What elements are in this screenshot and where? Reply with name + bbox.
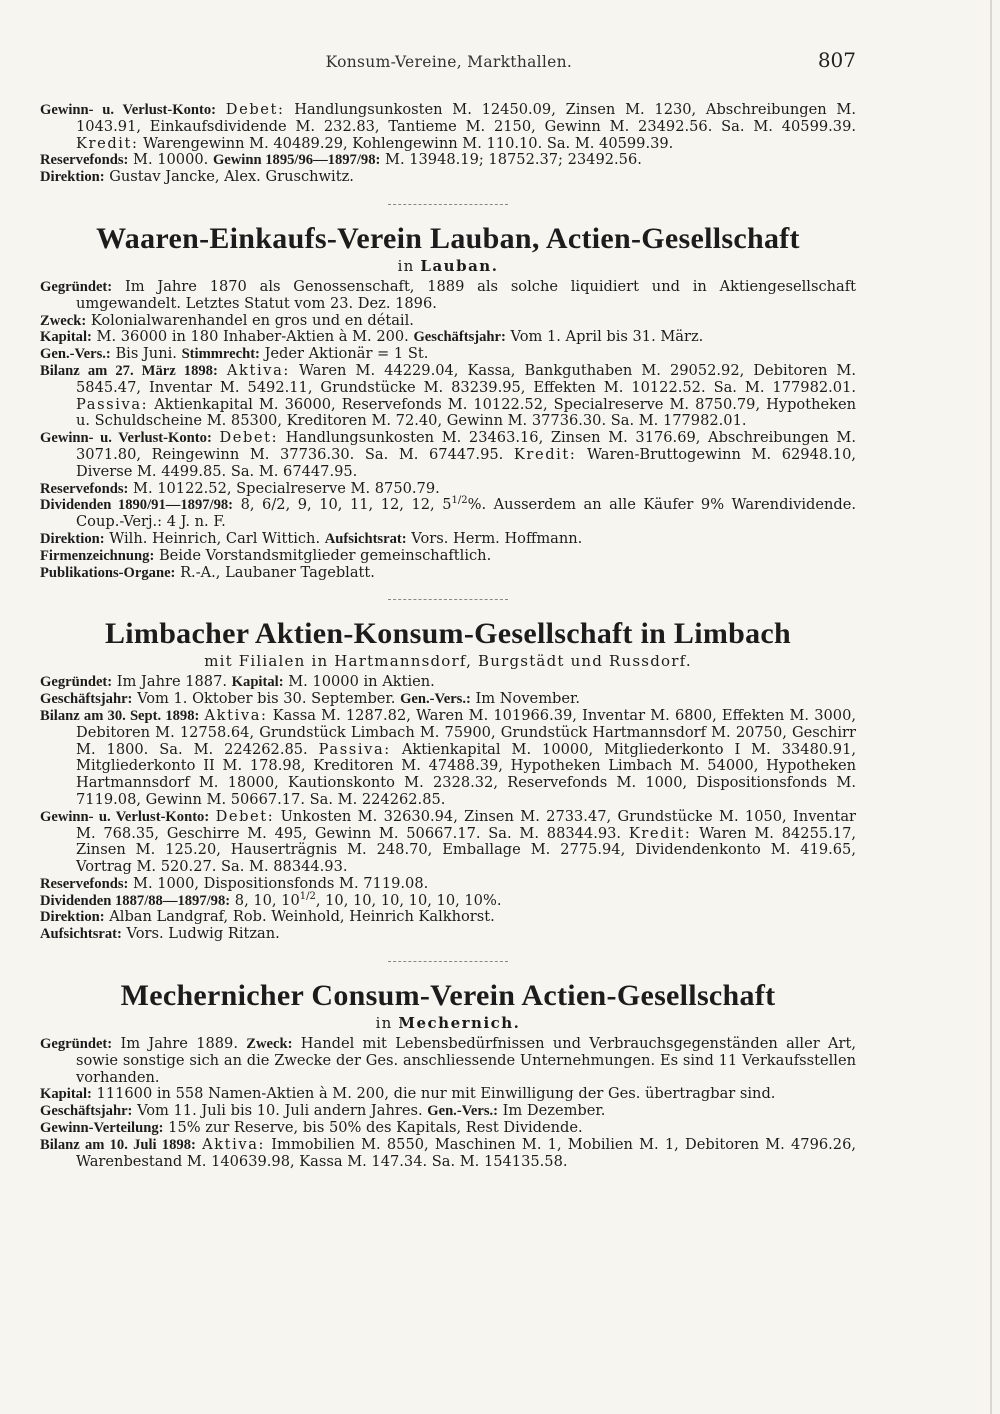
entry-text: Im Jahre 1887. bbox=[116, 673, 228, 691]
entry-label: Aufsichtsrat: bbox=[324, 530, 407, 547]
entry-label: Direktion: bbox=[40, 530, 105, 547]
entry-gewinn-verlust bbox=[40, 102, 856, 152]
page-number: 807 bbox=[817, 48, 856, 72]
entry-label: Aufsichtsrat: bbox=[40, 926, 122, 943]
entry-text: , 10, 10, 10, 10, 10, 10%. bbox=[315, 891, 502, 909]
passiva-label: Passiva: bbox=[76, 395, 149, 413]
entry-text: Immobilien M. 8550, Maschinen M. 1, Mobilien M. 1, Debitoren M. 4796.26, Warenbestand M. 140639.98, Kassa M. 147.34. Sa. M. 154135.58. bbox=[76, 1135, 857, 1170]
entry-text: Kolonialwarenhandel en gros und en détail. bbox=[90, 311, 414, 329]
entry-text: Gustav Jancke, Alex. Gruschwitz. bbox=[109, 168, 354, 186]
entry-bilanz bbox=[40, 708, 856, 809]
fraction-denominator: 2 bbox=[276, 496, 286, 514]
entry-bilanz bbox=[40, 1137, 856, 1171]
entry-label: Reservefonds: bbox=[40, 152, 129, 169]
entry-text: 8, 6 bbox=[240, 496, 272, 514]
entry-gewinn-verteilung bbox=[40, 1120, 856, 1137]
entry-text: Warengewinn M. 40489.29, Kohlengewinn M. 110.10. Sa. M. 40599.39. bbox=[143, 134, 674, 152]
entry-text: Vom 1. April bis 31. März. bbox=[510, 328, 704, 346]
entry-label: Direktion: bbox=[40, 169, 105, 186]
section-separator bbox=[388, 961, 508, 962]
entry-direktion bbox=[40, 531, 856, 548]
kredit-label: Kredit: bbox=[628, 824, 692, 842]
document-page bbox=[40, 48, 856, 1170]
running-title: Konsum-Vereine, Markthallen. bbox=[325, 53, 573, 71]
entry-text: Bis Juni. bbox=[115, 345, 177, 363]
fraction-half: 1/2 bbox=[451, 495, 468, 507]
entry-label: Gewinn- u. Verlust-Konto: bbox=[40, 102, 217, 118]
entry-text: Im Dezember. bbox=[502, 1102, 606, 1120]
entry-text: Waren M. 84255.17, Zinsen M. 125.20, Hauserträgnis M. 248.70, Emballage M. 2775.94, Dividendenkonto M. 419.65, Vortrag M. 520.27. Sa. M. 88344.93. bbox=[76, 824, 856, 876]
entry-text: Handlungsunkosten M. 12450.09, Zinsen M. 1230, Abschreibungen M. 1043.91, Einkaufsdividende M. 232.83, Tantieme M. 2150, Gewinn M. 23492.56. Sa. M. 40599.39. bbox=[76, 101, 856, 135]
entry-geschaeftsjahr bbox=[40, 1103, 856, 1120]
company-location bbox=[40, 1014, 856, 1032]
company-location bbox=[40, 257, 856, 275]
entry-publikations-organe bbox=[40, 565, 856, 582]
entry-text: %. Ausserdem an alle Käufer 9% Warendividende. Coup.-Verj.: 4 J. n. F. bbox=[76, 496, 856, 531]
passiva-label: Passiva: bbox=[318, 740, 391, 758]
entry-label: Gewinn-Verteilung: bbox=[40, 1120, 164, 1137]
company-title: Mechernicher Consum-Verein Actien-Gesellschaft bbox=[120, 979, 776, 1013]
entry-label: Geschäftsjahr: bbox=[413, 329, 506, 346]
entry-label: Reservefonds: bbox=[40, 875, 129, 892]
entry-text: Aktienkapital M. 10000, Mitgliederkonto I M. 33480.91, Mitgliederkonto II M. 178.98, Kreditoren M. 47488.39, Hypotheken Limbach M. 54000, Hypotheken Hartmannsdorf M. 18000, Kautionskonto M. 2328.32, Reservefonds M. 1000, Dispositionsfonds M. 7119.08, Gewinn M. 50667.17. Sa. M. 224262.85. bbox=[76, 740, 856, 808]
entry-text: Vom 1. Oktober bis 30. September. bbox=[137, 690, 396, 708]
kredit-label: Kredit: bbox=[513, 445, 577, 463]
entry-text: 15% zur Reserve, bis 50% des Kapitals, Rest Dividende. bbox=[168, 1119, 583, 1137]
entry-text: 8, 10, 10 bbox=[234, 891, 300, 909]
entry-text: Vors. Ludwig Ritzan. bbox=[126, 925, 280, 943]
entry-text: M. 10000 in Aktien. bbox=[288, 673, 435, 691]
entry-label: Gen.-Vers.: bbox=[400, 691, 471, 708]
entry-text: Unkosten M. 32630.94, Zinsen M. 2733.47, Grundstücke M. 1050, Inventar M. 768.35, Geschirre M. 495, Gewinn M. 50667.17. Sa. M. 88344.93. bbox=[76, 807, 857, 842]
entry-label: Zweck: bbox=[40, 312, 87, 329]
company-title: Limbacher Aktien-Konsum-Gesellschaft in Limbach bbox=[104, 617, 792, 651]
entry-label: Direktion: bbox=[40, 909, 105, 926]
entry-gegruendet bbox=[40, 674, 856, 691]
entry-reservefonds bbox=[40, 876, 856, 893]
entry-text: Jeder Aktionär = 1 St. bbox=[264, 345, 429, 363]
location-prefix: in bbox=[397, 256, 415, 275]
entry-text: Aktienkapital M. 36000, Reservefonds M. 10122.52, Specialreserve M. 8750.79, Hypotheken u. Schuldscheine M. 85300, Kreditoren M. 72.40, Gewinn M. 37736.30. Sa. M. 177982.01. bbox=[76, 395, 856, 430]
section-continuation bbox=[40, 102, 856, 186]
entry-dividenden bbox=[40, 497, 856, 531]
entry-firmenzeichnung bbox=[40, 548, 856, 565]
entry-kapital bbox=[40, 1086, 856, 1103]
entry-text: Im Jahre 1870 als Genossenschaft, 1889 als solche liquidiert und in Aktiengesellschaft umgewandelt. Letztes Statut vom 23. Dez. 1896. bbox=[76, 277, 856, 312]
debet-label: Debet: bbox=[215, 807, 275, 825]
entry-geschaeftsjahr bbox=[40, 691, 856, 708]
kredit-label: Kredit: bbox=[76, 134, 139, 152]
entry-label: Stimmrecht: bbox=[181, 346, 260, 363]
entry-label: Firmenzeichnung: bbox=[40, 547, 155, 564]
entry-label: Dividenden 1890/91—1897/98: bbox=[40, 497, 234, 514]
entry-label: Gen.-Vers.: bbox=[427, 1103, 499, 1120]
entry-gegruendet bbox=[40, 1036, 856, 1086]
entry-text: M. 1000, Dispositionsfonds M. 7119.08. bbox=[133, 874, 429, 892]
entry-label: Gewinn- u. Verlust-Konto: bbox=[40, 430, 212, 447]
location-name: Lauban. bbox=[420, 256, 499, 275]
entry-gen-vers bbox=[40, 346, 856, 363]
entry-text: Handlungsunkosten M. 23463.16, Zinsen M. 3176.69, Abschreibungen M. 3071.80, Reingewinn M. 37736.30. Sa. M. 67447.95. bbox=[76, 429, 856, 463]
entry-text: M. 10122.52, Specialreserve M. 8750.79. bbox=[133, 479, 440, 497]
entry-text: Wilh. Heinrich, Carl Wittich. bbox=[109, 529, 321, 547]
aktiva-label: Aktiva: bbox=[202, 1135, 266, 1153]
entry-gewinn-verlust bbox=[40, 430, 856, 480]
debet-label: Debet: bbox=[225, 101, 285, 118]
entry-text: R.-A., Laubaner Tageblatt. bbox=[180, 563, 375, 581]
fraction-slash: / bbox=[271, 496, 277, 514]
entry-kapital bbox=[40, 329, 856, 346]
entry-text: Waren-Bruttogewinn M. 62948.10, Diverse M. 4499.85. Sa. M. 67447.95. bbox=[76, 445, 857, 480]
fraction-half: 1/2 bbox=[299, 890, 316, 902]
entry-label: Bilanz am 10. Juli 1898: bbox=[40, 1136, 196, 1153]
entry-reservefonds bbox=[40, 152, 856, 169]
entry-direktion bbox=[40, 169, 856, 186]
entry-text: Alban Landgraf, Rob. Weinhold, Heinrich Kalkhorst. bbox=[109, 908, 495, 926]
entry-label: Zweck: bbox=[246, 1036, 293, 1053]
entry-text: , 9, 10, 11, 12, 12, 5 bbox=[285, 496, 452, 514]
entry-label: Kapital: bbox=[40, 329, 92, 346]
entry-label: Reservefonds: bbox=[40, 480, 129, 497]
entry-label: Gegründet: bbox=[40, 1036, 113, 1053]
entry-text: M. 36000 in 180 Inhaber-Aktien à M. 200. bbox=[96, 328, 409, 346]
entry-label: Publikations-Organe: bbox=[40, 564, 176, 581]
entry-label: Kapital: bbox=[231, 674, 284, 691]
entry-text: Im Jahre 1889. bbox=[120, 1035, 238, 1053]
section-lauban bbox=[40, 223, 856, 581]
entry-reservefonds bbox=[40, 481, 856, 498]
entry-aufsichtsrat bbox=[40, 926, 856, 943]
entry-text: Beide Vorstandsmitglieder gemeinschaftlich. bbox=[158, 546, 492, 564]
entry-label: Geschäftsjahr: bbox=[40, 691, 133, 708]
section-mechernich bbox=[40, 980, 856, 1170]
entry-gegruendet bbox=[40, 279, 856, 313]
entry-text: M. 10000. bbox=[133, 151, 209, 169]
entry-text: 111600 in 558 Namen-Aktien à M. 200, die nur mit Einwilligung der Ges. übertragbar sind. bbox=[96, 1085, 776, 1103]
entry-label: Gewinn 1895/96—1897/98: bbox=[212, 152, 381, 169]
entry-label: Gen.-Vers.: bbox=[40, 346, 111, 363]
entry-text: Kassa M. 1287.82, Waren M. 101966.39, Inventar M. 6800, Effekten M. 3000, Debitoren M. 12758.64, Grundstück Limbach M. 75900, Grundstück Hartmannsdorf M. 20750, Geschirr M. 1800. Sa. M. 224262.85. bbox=[76, 706, 857, 758]
entry-label: Gewinn- u. Verlust-Konto: bbox=[40, 808, 210, 825]
entry-text: Vors. Herm. Hoffmann. bbox=[411, 529, 583, 547]
entry-label: Bilanz am 27. März 1898: bbox=[40, 362, 218, 379]
entry-text: Handel mit Lebensbedürfnissen und Verbrauchsgegenständen aller Art, sowie sonstige sich an die Zwecke der Ges. anschliessende Unternehmungen. Es sind 11 Verkaufsstellen vorhanden. bbox=[76, 1035, 857, 1086]
entry-dividenden bbox=[40, 890, 856, 910]
entry-label: Geschäftsjahr: bbox=[40, 1103, 133, 1120]
section-separator bbox=[388, 599, 508, 600]
location-prefix: in bbox=[375, 1014, 393, 1033]
debet-label: Debet: bbox=[219, 429, 279, 447]
entry-label: Kapital: bbox=[40, 1086, 92, 1103]
entry-zweck bbox=[40, 313, 856, 330]
entry-label: Gegründet: bbox=[40, 674, 113, 691]
running-header bbox=[40, 48, 856, 72]
entry-gewinn-verlust bbox=[40, 809, 856, 876]
entry-direktion bbox=[40, 909, 856, 926]
section-limbach bbox=[40, 618, 856, 943]
section-separator bbox=[388, 204, 508, 205]
entry-text: M. 13948.19; 18752.37; 23492.56. bbox=[385, 151, 642, 169]
entry-text: Waren M. 44229.04, Kassa, Bankguthaben M. 29052.92, Debitoren M. 5845.47, Inventar M. 5492.11, Grundstücke M. 83239.95, Effekten M. 10122.52. Sa. M. 177982.01. bbox=[76, 361, 856, 396]
location-name: Mechernich. bbox=[398, 1014, 521, 1033]
aktiva-label: Aktiva: bbox=[204, 706, 268, 724]
scan-edge-line bbox=[990, 0, 992, 1414]
entry-label: Bilanz am 30. Sept. 1898: bbox=[40, 707, 200, 724]
entry-text: Im November. bbox=[475, 690, 581, 708]
entry-label: Gegründet: bbox=[40, 278, 113, 295]
entry-bilanz bbox=[40, 363, 856, 430]
entry-label: Dividenden 1887/88—1897/98: bbox=[40, 892, 231, 909]
company-subtitle: mit Filialen in Hartmannsdorf, Burgstädt und Russdorf. bbox=[204, 652, 692, 671]
entry-text: Vom 11. Juli bis 10. Juli andern Jahres. bbox=[137, 1102, 423, 1120]
company-title: Waaren-Einkaufs-Verein Lauban, Actien-Gesellschaft bbox=[96, 221, 800, 255]
aktiva-label: Aktiva: bbox=[226, 361, 290, 379]
